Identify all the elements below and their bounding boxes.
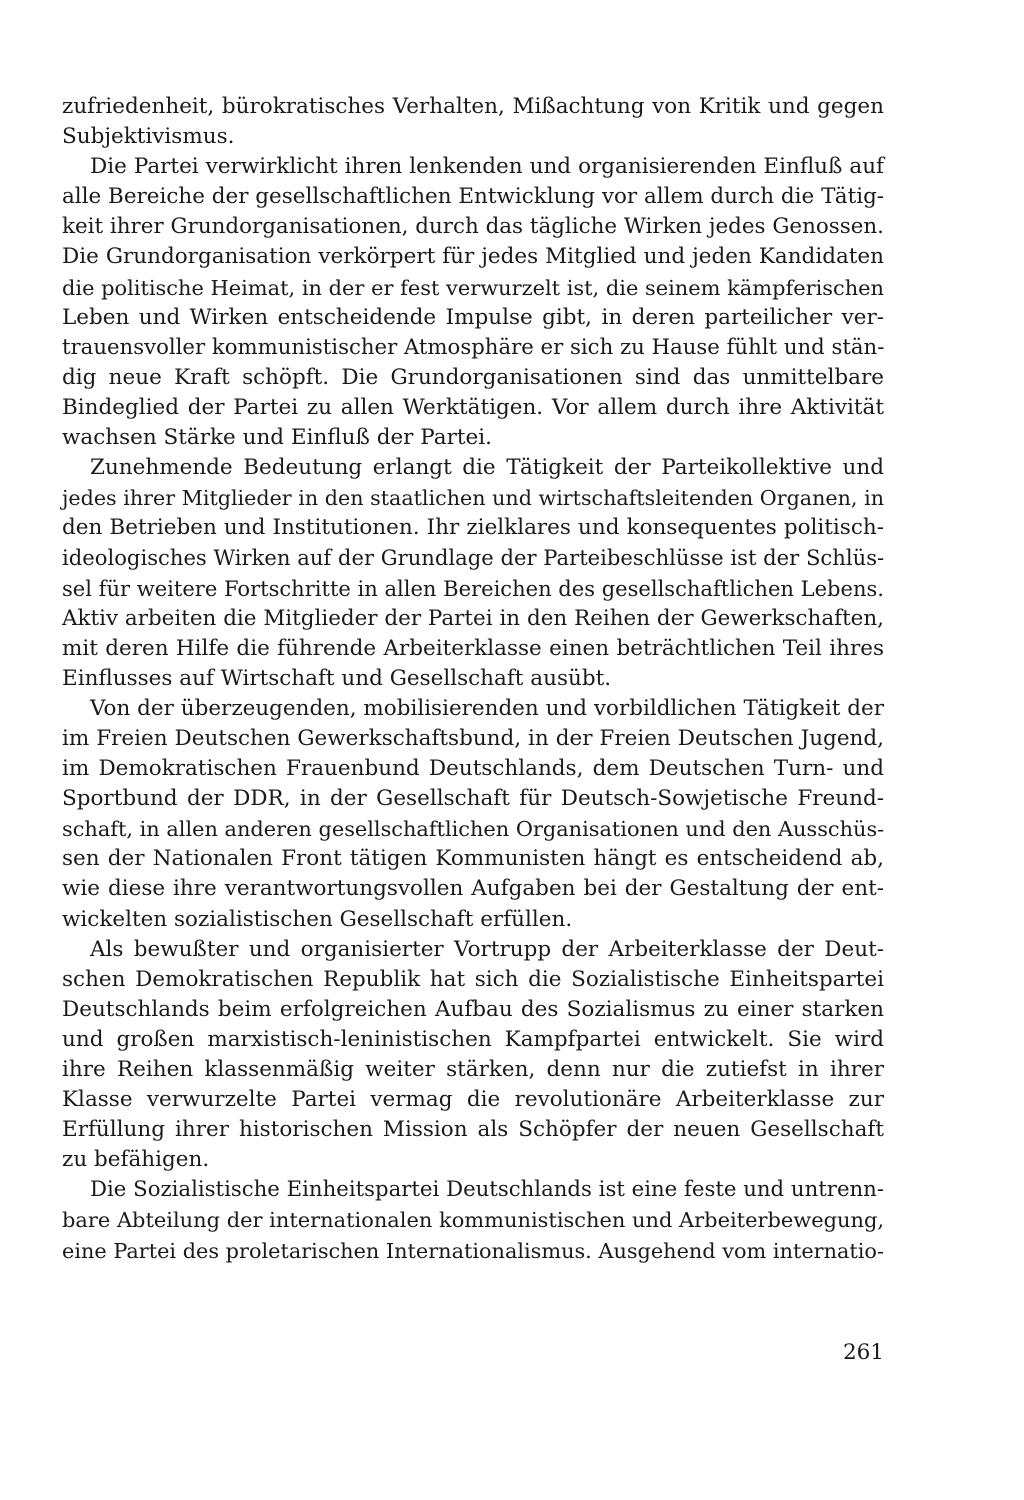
- text-line: Die Grundorganisation verkörpert für jedes Mitglied und jeden Kandidaten: [62, 244, 884, 270]
- paragraph: [62, 1175, 884, 1265]
- paragraph: [62, 453, 884, 694]
- text-line: Erfüllung ihrer historischen Mission als Schöpfer der neuen Gesellschaft: [62, 1117, 884, 1143]
- paragraph: [62, 935, 884, 1176]
- text-line: wie diese ihre verantwortungsvollen Aufgaben bei der Gestaltung der ent-: [62, 876, 884, 902]
- text-line: im Demokratischen Frauenbund Deutschlands, dem Deutschen Turn- und: [62, 756, 884, 782]
- text-line: den Betrieben und Institutionen. Ihr zielklares und konsequentes politisch-: [62, 515, 884, 541]
- text-line: sel für weitere Fortschritte in allen Bereichen des gesellschaftlichen Lebens.: [62, 575, 884, 601]
- text-line: sen der Nationalen Front tätigen Kommunisten hängt es entscheidend ab,: [62, 846, 884, 872]
- text-line: trauensvoller kommunistischer Atmosphäre er sich zu Hause fühlt und stän-: [62, 334, 885, 360]
- text-line: Subjektivismus.: [62, 124, 235, 150]
- body-text: [62, 92, 884, 1266]
- text-line: Sportbund der DDR, in der Gesellschaft für Deutsch-Sowjetische Freund-: [62, 786, 884, 812]
- text-line: bare Abteilung der internationalen kommunistischen und Arbeiterbewegung,: [62, 1208, 885, 1233]
- text-line: wachsen Stärke und Einfluß der Partei.: [62, 425, 492, 451]
- text-line: zu befähigen.: [62, 1147, 210, 1173]
- text-line: die politische Heimat, in der er fest verwurzelt ist, die seinem kämpferischen: [62, 275, 884, 300]
- text-line: ideologisches Wirken auf der Grundlage der Parteibeschlüsse ist der Schlüs-: [62, 545, 885, 571]
- text-line: Die Sozialistische Einheitspartei Deutschlands ist eine feste und untrenn-: [90, 1177, 884, 1203]
- text-line: Zunehmende Bedeutung erlangt die Tätigkeit der Parteikollektive und: [90, 455, 884, 481]
- paragraph: [62, 694, 884, 935]
- text-line: Als bewußter und organisierter Vortrupp der Arbeiterklasse der Deut-: [90, 936, 884, 962]
- text-line: und großen marxistisch-leninistischen Kampfpartei entwickelt. Sie wird: [62, 1026, 884, 1052]
- page-number: 261: [842, 1340, 884, 1365]
- text-line: wickelten sozialistischen Gesellschaft erfüllen.: [62, 906, 573, 932]
- text-line: keit ihrer Grundorganisationen, durch das tägliche Wirken jedes Genossen.: [62, 214, 884, 240]
- text-line: ihre Reihen klassenmäßig weiter stärken, denn nur die zutiefst in ihrer: [62, 1057, 884, 1082]
- paragraph: [62, 152, 884, 453]
- text-line: jedes ihrer Mitglieder in den staatlichen und wirtschaftsleitenden Organen, in: [62, 486, 884, 511]
- text-line: Bindeglied der Partei zu allen Werktätigen. Vor allem durch ihre Aktivität: [62, 394, 884, 420]
- text-line: Deutschlands beim erfolgreichen Aufbau des Sozialismus zu einer starken: [62, 996, 884, 1022]
- text-line: dig neue Kraft schöpft. Die Grundorganisationen sind das unmittelbare: [62, 364, 884, 390]
- text-line: Einflusses auf Wirtschaft und Gesellschaft ausübt.: [62, 665, 612, 691]
- text-line: Die Partei verwirklicht ihren lenkenden und organisierenden Einfluß auf: [90, 154, 884, 180]
- text-line: mit deren Hilfe die führende Arbeiterklasse einen beträchtlichen Teil ihres: [62, 635, 884, 661]
- text-line: Aktiv arbeiten die Mitglieder der Partei in den Reihen der Gewerkschaften,: [62, 605, 884, 631]
- text-line: zufriedenheit, bürokratisches Verhalten, Mißachtung von Kritik und gegen: [62, 94, 884, 119]
- text-line: im Freien Deutschen Gewerkschaftsbund, in der Freien Deutschen Jugend,: [62, 725, 884, 751]
- paragraph: [62, 92, 884, 152]
- text-line: Leben und Wirken entscheidende Impulse gibt, in deren parteilicher ver-: [62, 304, 884, 330]
- text-line: alle Bereiche der gesellschaftlichen Entwicklung vor allem durch die Tätig-: [62, 184, 885, 210]
- text-line: schen Demokratischen Republik hat sich die Sozialistische Einheitspartei: [62, 966, 884, 992]
- text-line: eine Partei des proletarischen Internationalismus. Ausgehend vom internatio-: [62, 1238, 884, 1263]
- text-line: Von der überzeugenden, mobilisierenden und vorbildlichen Tätigkeit der: [90, 695, 884, 721]
- text-line: schaft, in allen anderen gesellschaftlichen Organisationen und den Ausschüs-: [62, 817, 885, 842]
- text-line: Klasse verwurzelte Partei vermag die revolutionäre Arbeiterklasse zur: [62, 1087, 884, 1113]
